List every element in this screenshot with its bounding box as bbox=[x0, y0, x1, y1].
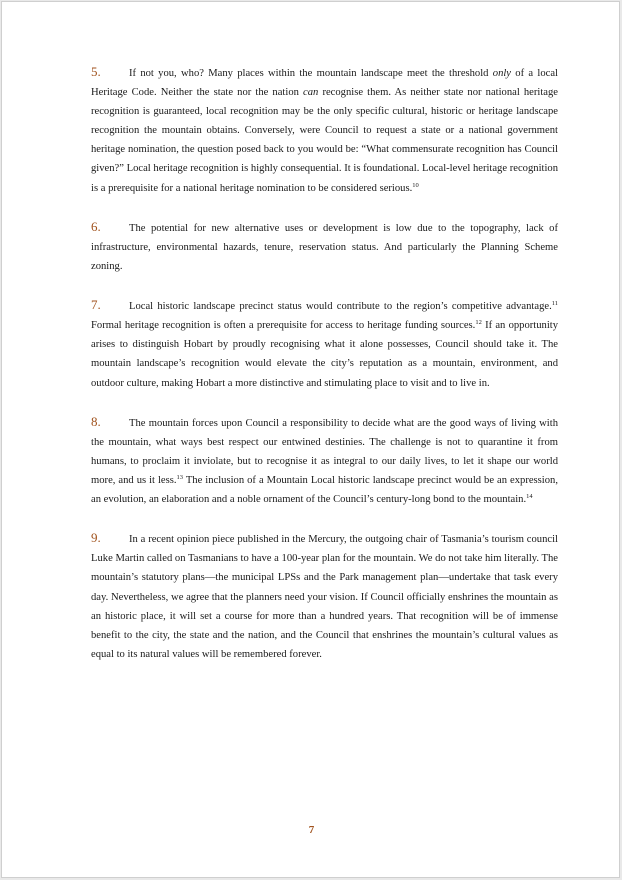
text-run: of a local Heritage Code. Neither the state nor the nation bbox=[91, 68, 558, 99]
text-run: Local historic landscape precinct status would contribute to the region’s competitive advantage. bbox=[129, 301, 552, 313]
paragraph-number: 5. bbox=[91, 64, 101, 79]
paragraph-text bbox=[91, 223, 558, 272]
text-run: The mountain forces upon Council a responsibility to decide what are the good ways of living with the mountain, what ways best respect our entwined destinies. The challenge is not to quarantine it from humans, to proclaim it inviolate, but to recognise it as integral to our daily lives, to let it shape our world more, and us it less. bbox=[91, 417, 558, 486]
paragraph-text bbox=[91, 418, 558, 505]
text-run: If an opportunity arises to distinguish Hobart by proudly recognising what it alone possesses, Council should take it. The mountain landscape’s recognition would elevate the city’s reputation as a mountain, environment, and outdoor culture, making Hobart a more distinctive and stimulating place to visit and to live in. bbox=[91, 320, 559, 389]
footnote-ref: 10 bbox=[412, 181, 419, 189]
paragraph-9 bbox=[91, 528, 558, 664]
paragraph-number: 6. bbox=[91, 218, 101, 234]
body-text bbox=[91, 62, 558, 683]
paragraph-6 bbox=[91, 217, 558, 276]
footnote-ref: 12 bbox=[475, 319, 482, 327]
paragraph-text bbox=[91, 68, 558, 194]
text-run: If not you, who? Many places within the mountain landscape meet the threshold bbox=[129, 68, 493, 79]
paragraph-text bbox=[91, 534, 558, 660]
paragraph-text bbox=[91, 301, 558, 388]
paragraph-7 bbox=[91, 295, 558, 392]
footnote-ref: 11 bbox=[551, 300, 558, 308]
footnote-ref: 13 bbox=[176, 473, 184, 481]
text-run: Formal heritage recognition is often a prerequisite for access to heritage funding sources. bbox=[91, 320, 476, 332]
text-run: In a recent opinion piece published in the Mercury, the outgoing chair of Tasmania’s tourism council Luke Martin called on Tasmanians to have a 100-year plan for the mountain. We do not take him literally. The mountain’s statutory plans—the municipal LPSs and the Park management plan—undertake that task every day. Nevertheless, we agree that the planners need your vision. If Council officially enshrines the mountain as an historic place, it will set a course for more than a hundred years. That recognition will be of immense benefit to the city, the state and the nation, and the Council that enshrines the mountain’s cultural values as equal to its natural values will be remembered forever. bbox=[91, 534, 558, 660]
emphasis-text: only bbox=[492, 68, 512, 79]
emphasis-text: can bbox=[303, 87, 319, 99]
paragraph-number: 8. bbox=[91, 413, 101, 429]
footnote-ref: 14 bbox=[526, 493, 533, 501]
text-run: recognise them. As neither state nor national heritage recognition is guaranteed, local recognition may be the only specific cultural, historic or heritage landscape recognition the mountain obtains. Conversely, were Council to request a state or a national government heritage nomination, the question posed back to you would be: “What commensurate recognition has Council given?” Local heritage recognition is highly consequential. It is foundational. Local-level heritage recognition is a prerequisite for a national heritage nomination to be considered serious. bbox=[91, 87, 558, 194]
paragraph-5 bbox=[91, 62, 558, 198]
paragraph-number: 7. bbox=[91, 297, 101, 313]
text-run: The inclusion of a Mountain Local historic landscape precinct would be an expression, an evolution, an elaboration and a noble ornament of the Council’s century-long bond to the mountain. bbox=[91, 474, 558, 506]
paragraph-8 bbox=[91, 412, 558, 509]
document-page bbox=[1, 1, 620, 878]
page-number: 7 bbox=[308, 824, 315, 836]
text-run: The potential for new alternative uses or development is low due to the topography, lack of infrastructure, environmental hazards, tenure, reservation status. And particularly the Planning Scheme zoning. bbox=[91, 222, 558, 272]
paragraph-number: 9. bbox=[91, 530, 101, 546]
